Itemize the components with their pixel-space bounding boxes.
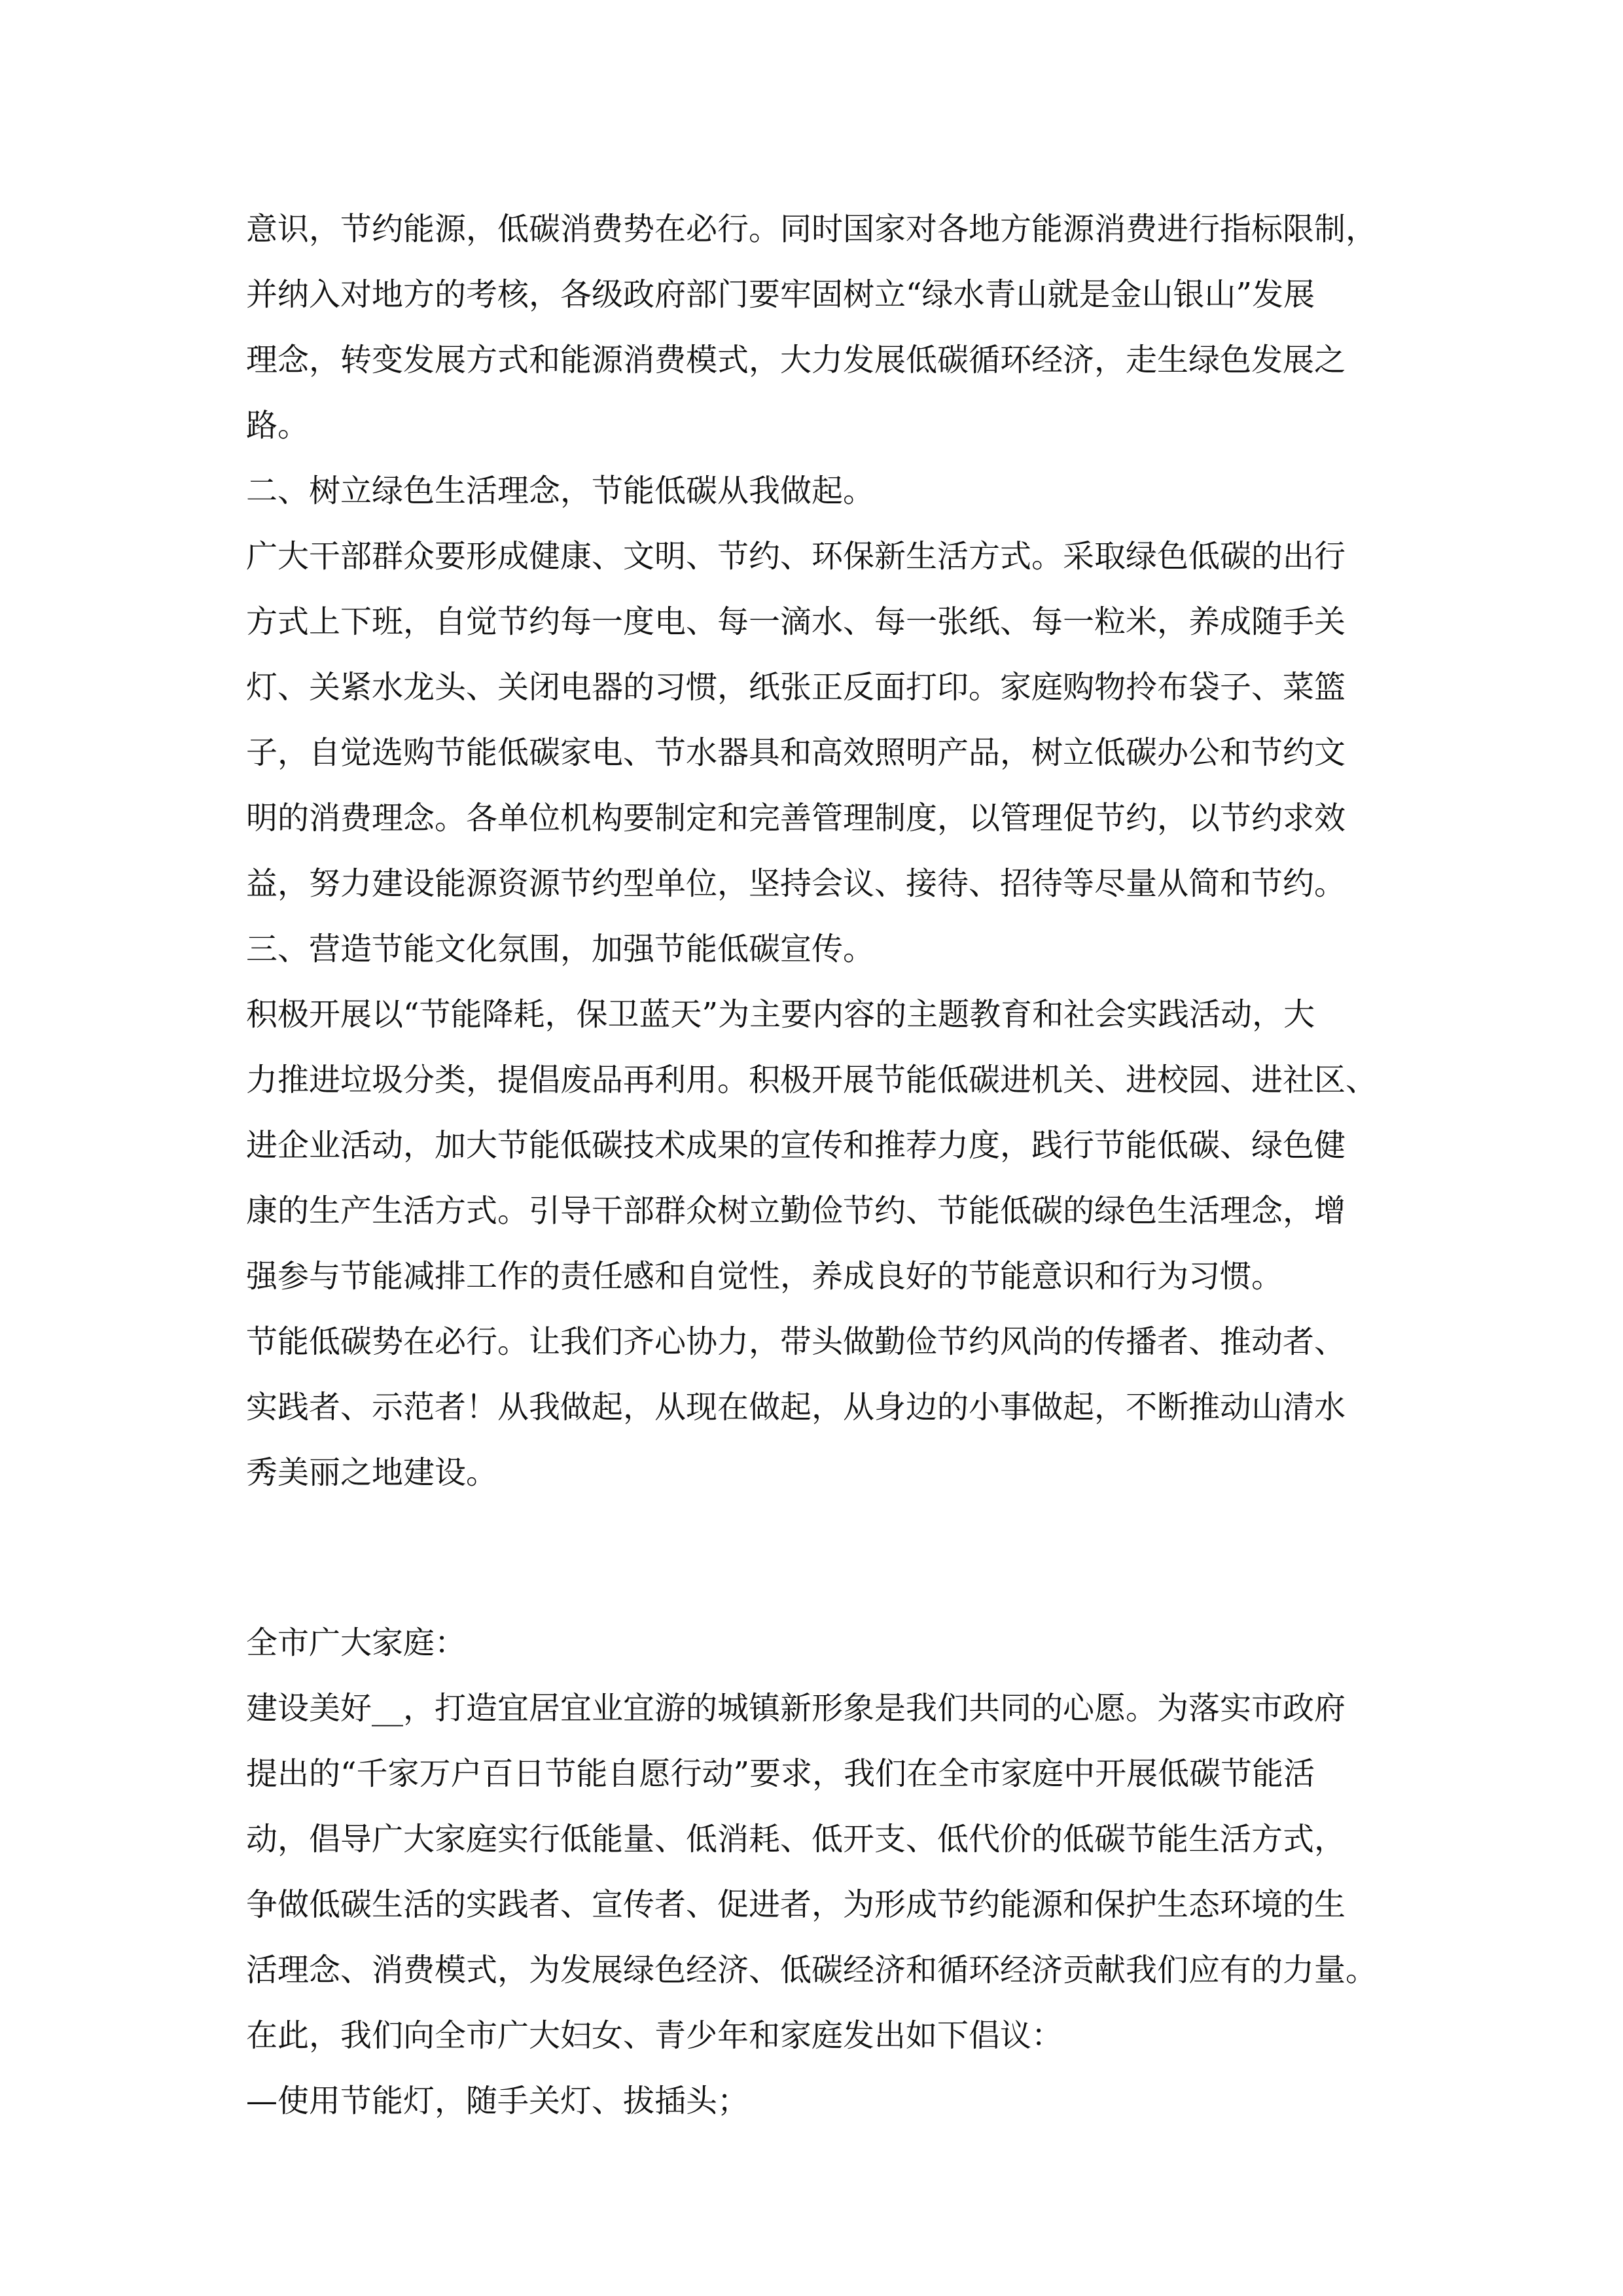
document-body (246, 196, 1398, 2134)
text-line: 进企业活动，加大节能低碳技术成果的宣传和推荐力度，践行节能低碳、绿色健 (246, 1127, 1346, 1164)
text-line: 路。 (246, 407, 310, 444)
text-line: 提出的“千家万户百日节能自愿行动”要求，我们在全市家庭中开展低碳节能活 (246, 1755, 1315, 1792)
text-line: 节能低碳势在必行。让我们齐心协力，带头做勤俭节约风尚的传播者、推动者、 (246, 1323, 1346, 1360)
text-line: 秀美丽之地建设。 (246, 1454, 498, 1491)
section-heading-3: 三、营造节能文化氛围，加强节能低碳宣传。 (246, 931, 875, 967)
section-gap (246, 1505, 1398, 1610)
salutation: 全市广大家庭： (246, 1624, 467, 1661)
text-line: 在此，我们向全市广大妇女、青少年和家庭发出如下倡议： (246, 2017, 1063, 2054)
text-line: 理念，转变发展方式和能源消费模式，大力发展低碳循环经济，走生绿色发展之 (246, 342, 1346, 378)
list-item: —使用节能灯，随手关灯、拔插头； (246, 2083, 749, 2119)
text-line: 康的生产生活方式。引导干部群众树立勤俭节约、节能低碳的绿色生活理念，增 (246, 1193, 1346, 1229)
text-line: 意识，节约能源，低碳消费势在必行。同时国家对各地方能源消费进行指标限制， (246, 211, 1378, 247)
text-line: 强参与节能减排工作的责任感和自觉性，养成良好的节能意识和行为习惯。 (246, 1258, 1283, 1295)
text-line: 争做低碳生活的实践者、宣传者、促进者，为形成节约能源和保护生态环境的生 (246, 1886, 1346, 1923)
text-line: 实践者、示范者！从我做起，从现在做起，从身边的小事做起，不断推动山清水 (246, 1389, 1346, 1426)
text-line: 明的消费理念。各单位机构要制定和完善管理制度，以管理促节约，以节约求效 (246, 800, 1346, 836)
text-block-1 (246, 196, 1398, 1505)
text-line: 动，倡导广大家庭实行低能量、低消耗、低开支、低代价的低碳节能生活方式， (246, 1821, 1346, 1857)
text-line: 益，努力建设能源资源节约型单位，坚持会议、接待、招待等尽量从简和节约。 (246, 865, 1346, 902)
text-line: 灯、关紧水龙头、关闭电器的习惯，纸张正反面打印。家庭购物拎布袋子、菜篮 (246, 669, 1346, 706)
text-line: 子，自觉选购节能低碳家电、节水器具和高效照明产品，树立低碳办公和节约文 (246, 734, 1346, 771)
text-block-2 (246, 1610, 1398, 2134)
text-line: 方式上下班，自觉节约每一度电、每一滴水、每一张纸、每一粒米，养成随手关 (246, 603, 1346, 640)
text-line: 积极开展以“节能降耗，保卫蓝天”为主要内容的主题教育和社会实践活动，大 (246, 996, 1315, 1033)
section-heading-2: 二、树立绿色生活理念，节能低碳从我做起。 (246, 473, 875, 509)
text-line: 并纳入对地方的考核，各级政府部门要牢固树立“绿水青山就是金山银山”发展 (246, 276, 1315, 313)
text-line: 力推进垃圾分类，提倡废品再利用。积极开展节能低碳进机关、进校园、进社区、 (246, 1062, 1378, 1098)
text-line: 广大干部群众要形成健康、文明、节约、环保新生活方式。采取绿色低碳的出行 (246, 538, 1346, 575)
text-line: 活理念、消费模式，为发展绿色经济、低碳经济和循环经济贡献我们应有的力量。 (246, 1952, 1378, 1988)
text-line: 建设美好__，打造宜居宜业宜游的城镇新形象是我们共同的心愿。为落实市政府 (246, 1690, 1346, 1727)
